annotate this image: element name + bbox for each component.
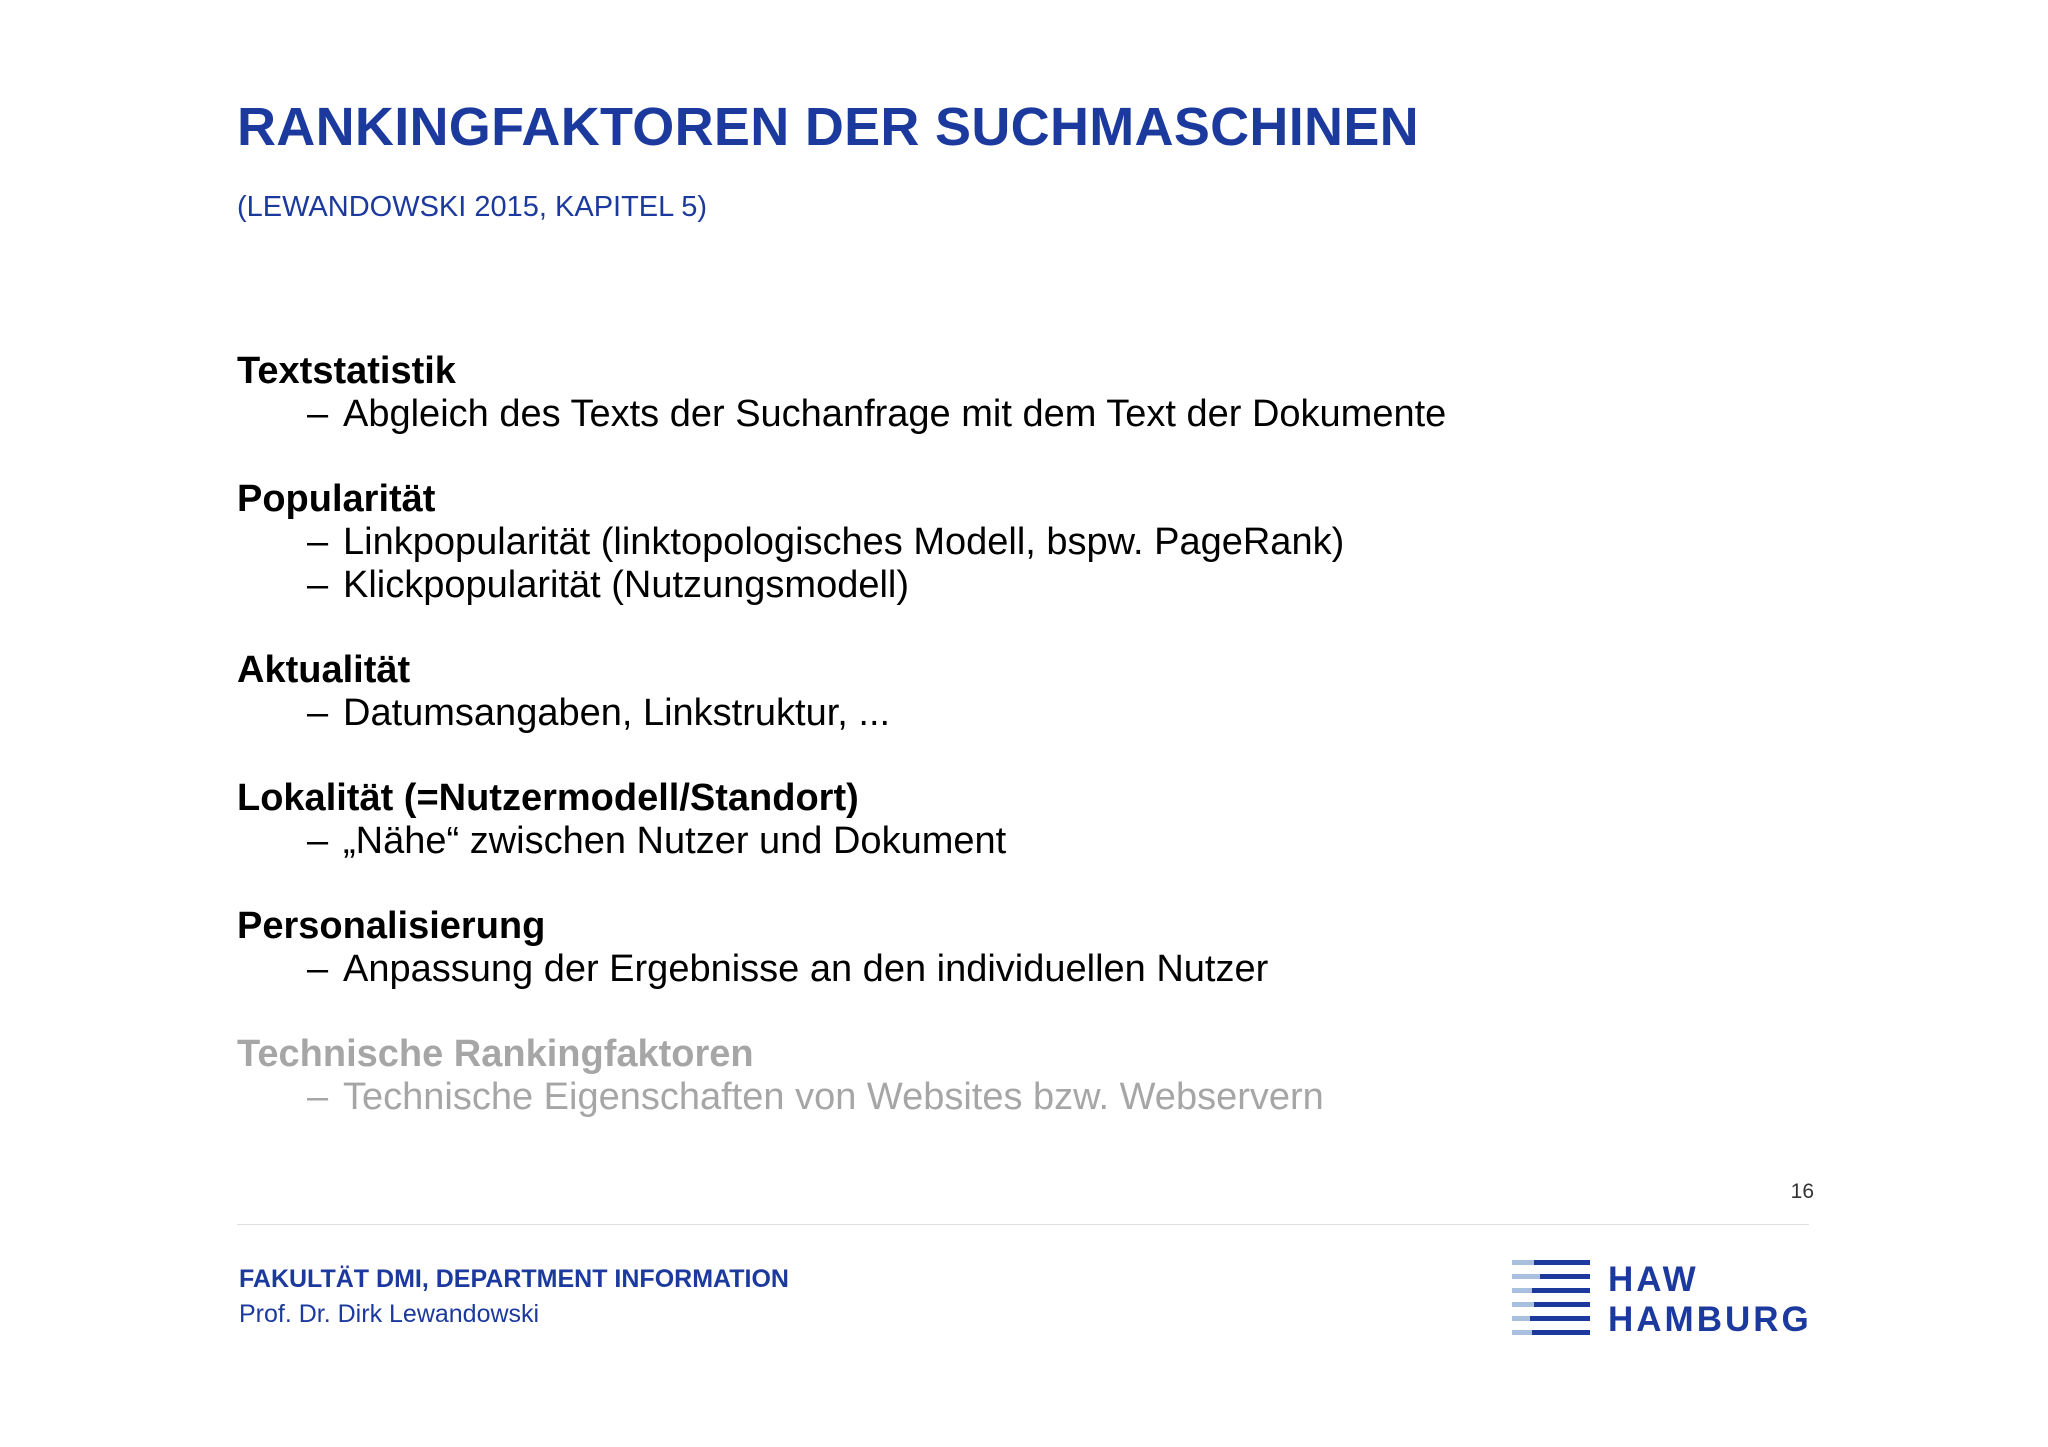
bullet-text: Technische Eigenschaften von Websites bzw. Webservern <box>343 1076 1324 1118</box>
bullet-dash: – <box>307 564 329 606</box>
footer-professor: Prof. Dr. Dirk Lewandowski <box>239 1300 540 1328</box>
logo-text-hamburg: HAMBURG <box>1608 1300 1812 1339</box>
bullet-text: Datumsangaben, Linkstruktur, ... <box>343 692 891 734</box>
bullet-item <box>237 692 1837 735</box>
bullet-item <box>237 564 1837 607</box>
bullet-dash: – <box>307 521 329 563</box>
section-heading: Textstatistik <box>237 350 456 392</box>
bullet-text: Abgleich des Texts der Suchanfrage mit dem Text der Dokumente <box>343 393 1447 435</box>
slide-subtitle: (LEWANDOWSKI 2015, KAPITEL 5) <box>237 191 708 223</box>
bullet-item <box>237 1076 1837 1119</box>
bullet-item <box>237 393 1837 436</box>
bullet-item <box>237 820 1837 863</box>
bullet-dash: – <box>307 948 329 990</box>
page-number: 16 <box>1790 1180 1814 1203</box>
haw-logo-stripes-icon <box>1512 1258 1596 1342</box>
haw-hamburg-logo <box>1512 1258 1816 1342</box>
haw-logo-text <box>1608 1260 1812 1340</box>
footer-divider <box>237 1224 1809 1225</box>
slide-content <box>237 350 1837 1161</box>
footer-faculty: FAKULTÄT DMI, DEPARTMENT INFORMATION <box>239 1265 789 1293</box>
section-aktualitaet <box>237 649 1837 735</box>
bullet-dash: – <box>307 820 329 862</box>
section-heading: Technische Rankingfaktoren <box>237 1033 754 1075</box>
bullet-text: Klickpopularität (Nutzungsmodell) <box>343 564 910 606</box>
section-personalisierung <box>237 905 1837 991</box>
section-lokalitaet <box>237 777 1837 863</box>
section-heading: Personalisierung <box>237 905 546 947</box>
section-technische-rankingfaktoren <box>237 1033 1837 1119</box>
section-textstatistik <box>237 350 1837 436</box>
slide-title: RANKINGFAKTOREN DER SUCHMASCHINEN <box>237 97 1419 157</box>
section-heading: Aktualität <box>237 649 411 691</box>
bullet-item <box>237 948 1837 991</box>
section-heading: Lokalität (=Nutzermodell/Standort) <box>237 777 859 819</box>
logo-text-haw: HAW <box>1608 1260 1699 1299</box>
bullet-dash: – <box>307 692 329 734</box>
section-heading: Popularität <box>237 478 436 520</box>
bullet-dash: – <box>307 1076 329 1118</box>
bullet-text: Linkpopularität (linktopologisches Modell, bspw. PageRank) <box>343 521 1345 563</box>
bullet-item <box>237 521 1837 564</box>
bullet-dash: – <box>307 393 329 435</box>
bullet-text: „Nähe“ zwischen Nutzer und Dokument <box>343 820 1007 862</box>
section-popularitaet <box>237 478 1837 607</box>
bullet-text: Anpassung der Ergebnisse an den individuellen Nutzer <box>343 948 1269 990</box>
